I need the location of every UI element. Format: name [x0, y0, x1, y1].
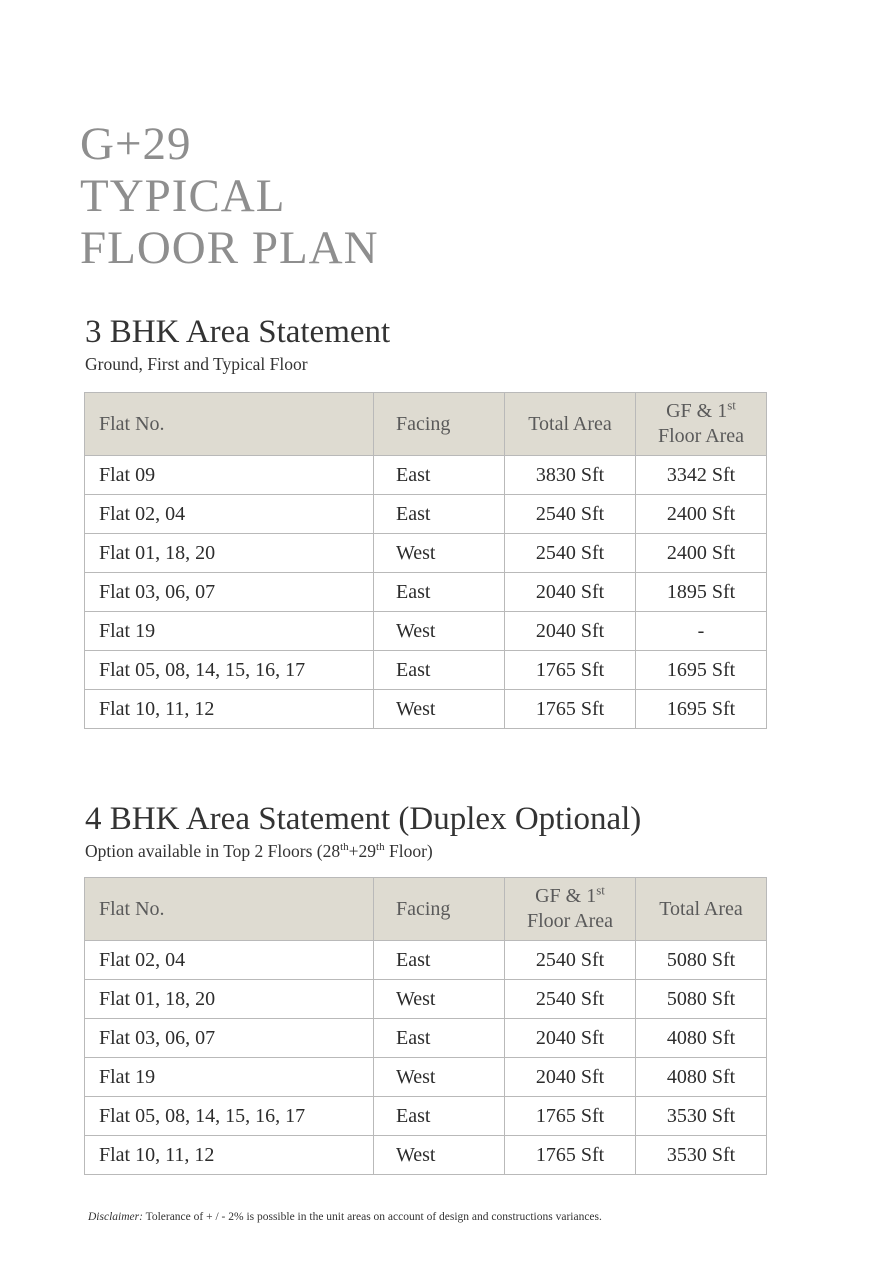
- page-title: [80, 118, 379, 274]
- table-row: [85, 1019, 767, 1058]
- cell-flat: Flat 19: [85, 1058, 374, 1097]
- disclaimer-text: Tolerance of + / - 2% is possible in the unit areas on account of design and constructions variances.: [142, 1211, 602, 1223]
- bhk3-header-gf-line2: Floor Area: [657, 425, 745, 447]
- cell-flat: Flat 03, 06, 07: [85, 1019, 374, 1058]
- title-line-1: G+29: [80, 118, 192, 170]
- cell-flat: Flat 03, 06, 07: [85, 573, 374, 612]
- table-row: [85, 690, 767, 729]
- cell-total: 2540 Sft: [505, 534, 636, 573]
- cell-gf: 1765 Sft: [505, 1136, 636, 1175]
- bhk3-subheading: Ground, First and Typical Floor: [85, 354, 308, 374]
- bhk4-table: [84, 877, 767, 1175]
- cell-total: 2040 Sft: [505, 612, 636, 651]
- bhk4-header-total: Total Area: [636, 878, 767, 941]
- cell-flat: Flat 05, 08, 14, 15, 16, 17: [85, 651, 374, 690]
- cell-gf: 1765 Sft: [505, 1097, 636, 1136]
- cell-facing: West: [374, 690, 505, 729]
- bhk3-header-row: [85, 393, 767, 456]
- cell-total: 1765 Sft: [505, 690, 636, 729]
- cell-flat: Flat 19: [85, 612, 374, 651]
- cell-facing: East: [374, 1097, 505, 1136]
- cell-flat: Flat 01, 18, 20: [85, 534, 374, 573]
- bhk4-header-gf: [505, 878, 636, 941]
- cell-facing: East: [374, 651, 505, 690]
- table-row: [85, 1058, 767, 1097]
- cell-gf: 2400 Sft: [636, 534, 767, 573]
- bhk3-table: [84, 392, 767, 729]
- bhk3-header-gf-main: GF & 1: [666, 400, 728, 422]
- cell-gf: 3342 Sft: [636, 456, 767, 495]
- bhk4-header-gf-sup: st: [596, 882, 605, 898]
- cell-total: 4080 Sft: [636, 1019, 767, 1058]
- cell-facing: East: [374, 1019, 505, 1058]
- cell-facing: East: [374, 573, 505, 612]
- table-row: [85, 495, 767, 534]
- table-row: [85, 456, 767, 495]
- cell-gf: 2540 Sft: [505, 980, 636, 1019]
- bhk3-header-facing: Facing: [374, 393, 505, 456]
- cell-total: 5080 Sft: [636, 941, 767, 980]
- title-line-3: FLOOR PLAN: [80, 222, 379, 274]
- cell-gf: 2540 Sft: [505, 941, 636, 980]
- cell-flat: Flat 05, 08, 14, 15, 16, 17: [85, 1097, 374, 1136]
- cell-total: 5080 Sft: [636, 980, 767, 1019]
- bhk4-sub-part2: +29: [348, 841, 377, 861]
- cell-total: 3530 Sft: [636, 1097, 767, 1136]
- cell-flat: Flat 01, 18, 20: [85, 980, 374, 1019]
- table-row: [85, 612, 767, 651]
- cell-gf: 1695 Sft: [636, 690, 767, 729]
- bhk4-header-gf-main: GF & 1: [535, 885, 597, 907]
- bhk3-heading: 3 BHK Area Statement: [85, 314, 391, 350]
- bhk4-sub-part1: Option available in Top 2 Floors (28: [85, 841, 341, 861]
- bhk3-header-gf: [636, 393, 767, 456]
- table-row: [85, 1136, 767, 1175]
- bhk4-header-row: [85, 878, 767, 941]
- cell-facing: East: [374, 941, 505, 980]
- cell-total: 2040 Sft: [505, 573, 636, 612]
- bhk4-heading: 4 BHK Area Statement (Duplex Optional): [85, 801, 642, 837]
- bhk4-sub-part3: Floor): [384, 841, 433, 861]
- cell-total: 3830 Sft: [505, 456, 636, 495]
- cell-facing: West: [374, 980, 505, 1019]
- bhk4-header-flat: Flat No.: [85, 878, 374, 941]
- cell-facing: West: [374, 612, 505, 651]
- bhk4-header-gf-line2: Floor Area: [526, 910, 614, 932]
- cell-total: 2540 Sft: [505, 495, 636, 534]
- cell-gf: 1695 Sft: [636, 651, 767, 690]
- cell-flat: Flat 10, 11, 12: [85, 1136, 374, 1175]
- cell-total: 4080 Sft: [636, 1058, 767, 1097]
- cell-gf: -: [636, 612, 767, 651]
- table-row: [85, 1097, 767, 1136]
- cell-facing: East: [374, 495, 505, 534]
- bhk4-header-facing: Facing: [374, 878, 505, 941]
- bhk4-subheading: [85, 840, 433, 862]
- disclaimer: [88, 1211, 602, 1223]
- cell-gf: 2040 Sft: [505, 1019, 636, 1058]
- table-row: [85, 573, 767, 612]
- table-row: [85, 941, 767, 980]
- bhk3-header-gf-sup: st: [727, 397, 736, 413]
- disclaimer-label: Disclaimer:: [88, 1211, 143, 1223]
- cell-facing: West: [374, 1058, 505, 1097]
- cell-flat: Flat 02, 04: [85, 941, 374, 980]
- cell-flat: Flat 09: [85, 456, 374, 495]
- cell-gf: 2040 Sft: [505, 1058, 636, 1097]
- table-row: [85, 651, 767, 690]
- title-line-2: TYPICAL: [80, 170, 286, 222]
- bhk4-sub-sup1: th: [340, 841, 349, 854]
- cell-gf: 2400 Sft: [636, 495, 767, 534]
- cell-total: 3530 Sft: [636, 1136, 767, 1175]
- table-row: [85, 980, 767, 1019]
- cell-total: 1765 Sft: [505, 651, 636, 690]
- cell-facing: East: [374, 456, 505, 495]
- table-row: [85, 534, 767, 573]
- cell-facing: West: [374, 1136, 505, 1175]
- cell-flat: Flat 10, 11, 12: [85, 690, 374, 729]
- cell-flat: Flat 02, 04: [85, 495, 374, 534]
- bhk3-header-flat: Flat No.: [85, 393, 374, 456]
- cell-facing: West: [374, 534, 505, 573]
- bhk4-sub-sup2: th: [376, 841, 385, 854]
- cell-gf: 1895 Sft: [636, 573, 767, 612]
- bhk3-header-total: Total Area: [505, 393, 636, 456]
